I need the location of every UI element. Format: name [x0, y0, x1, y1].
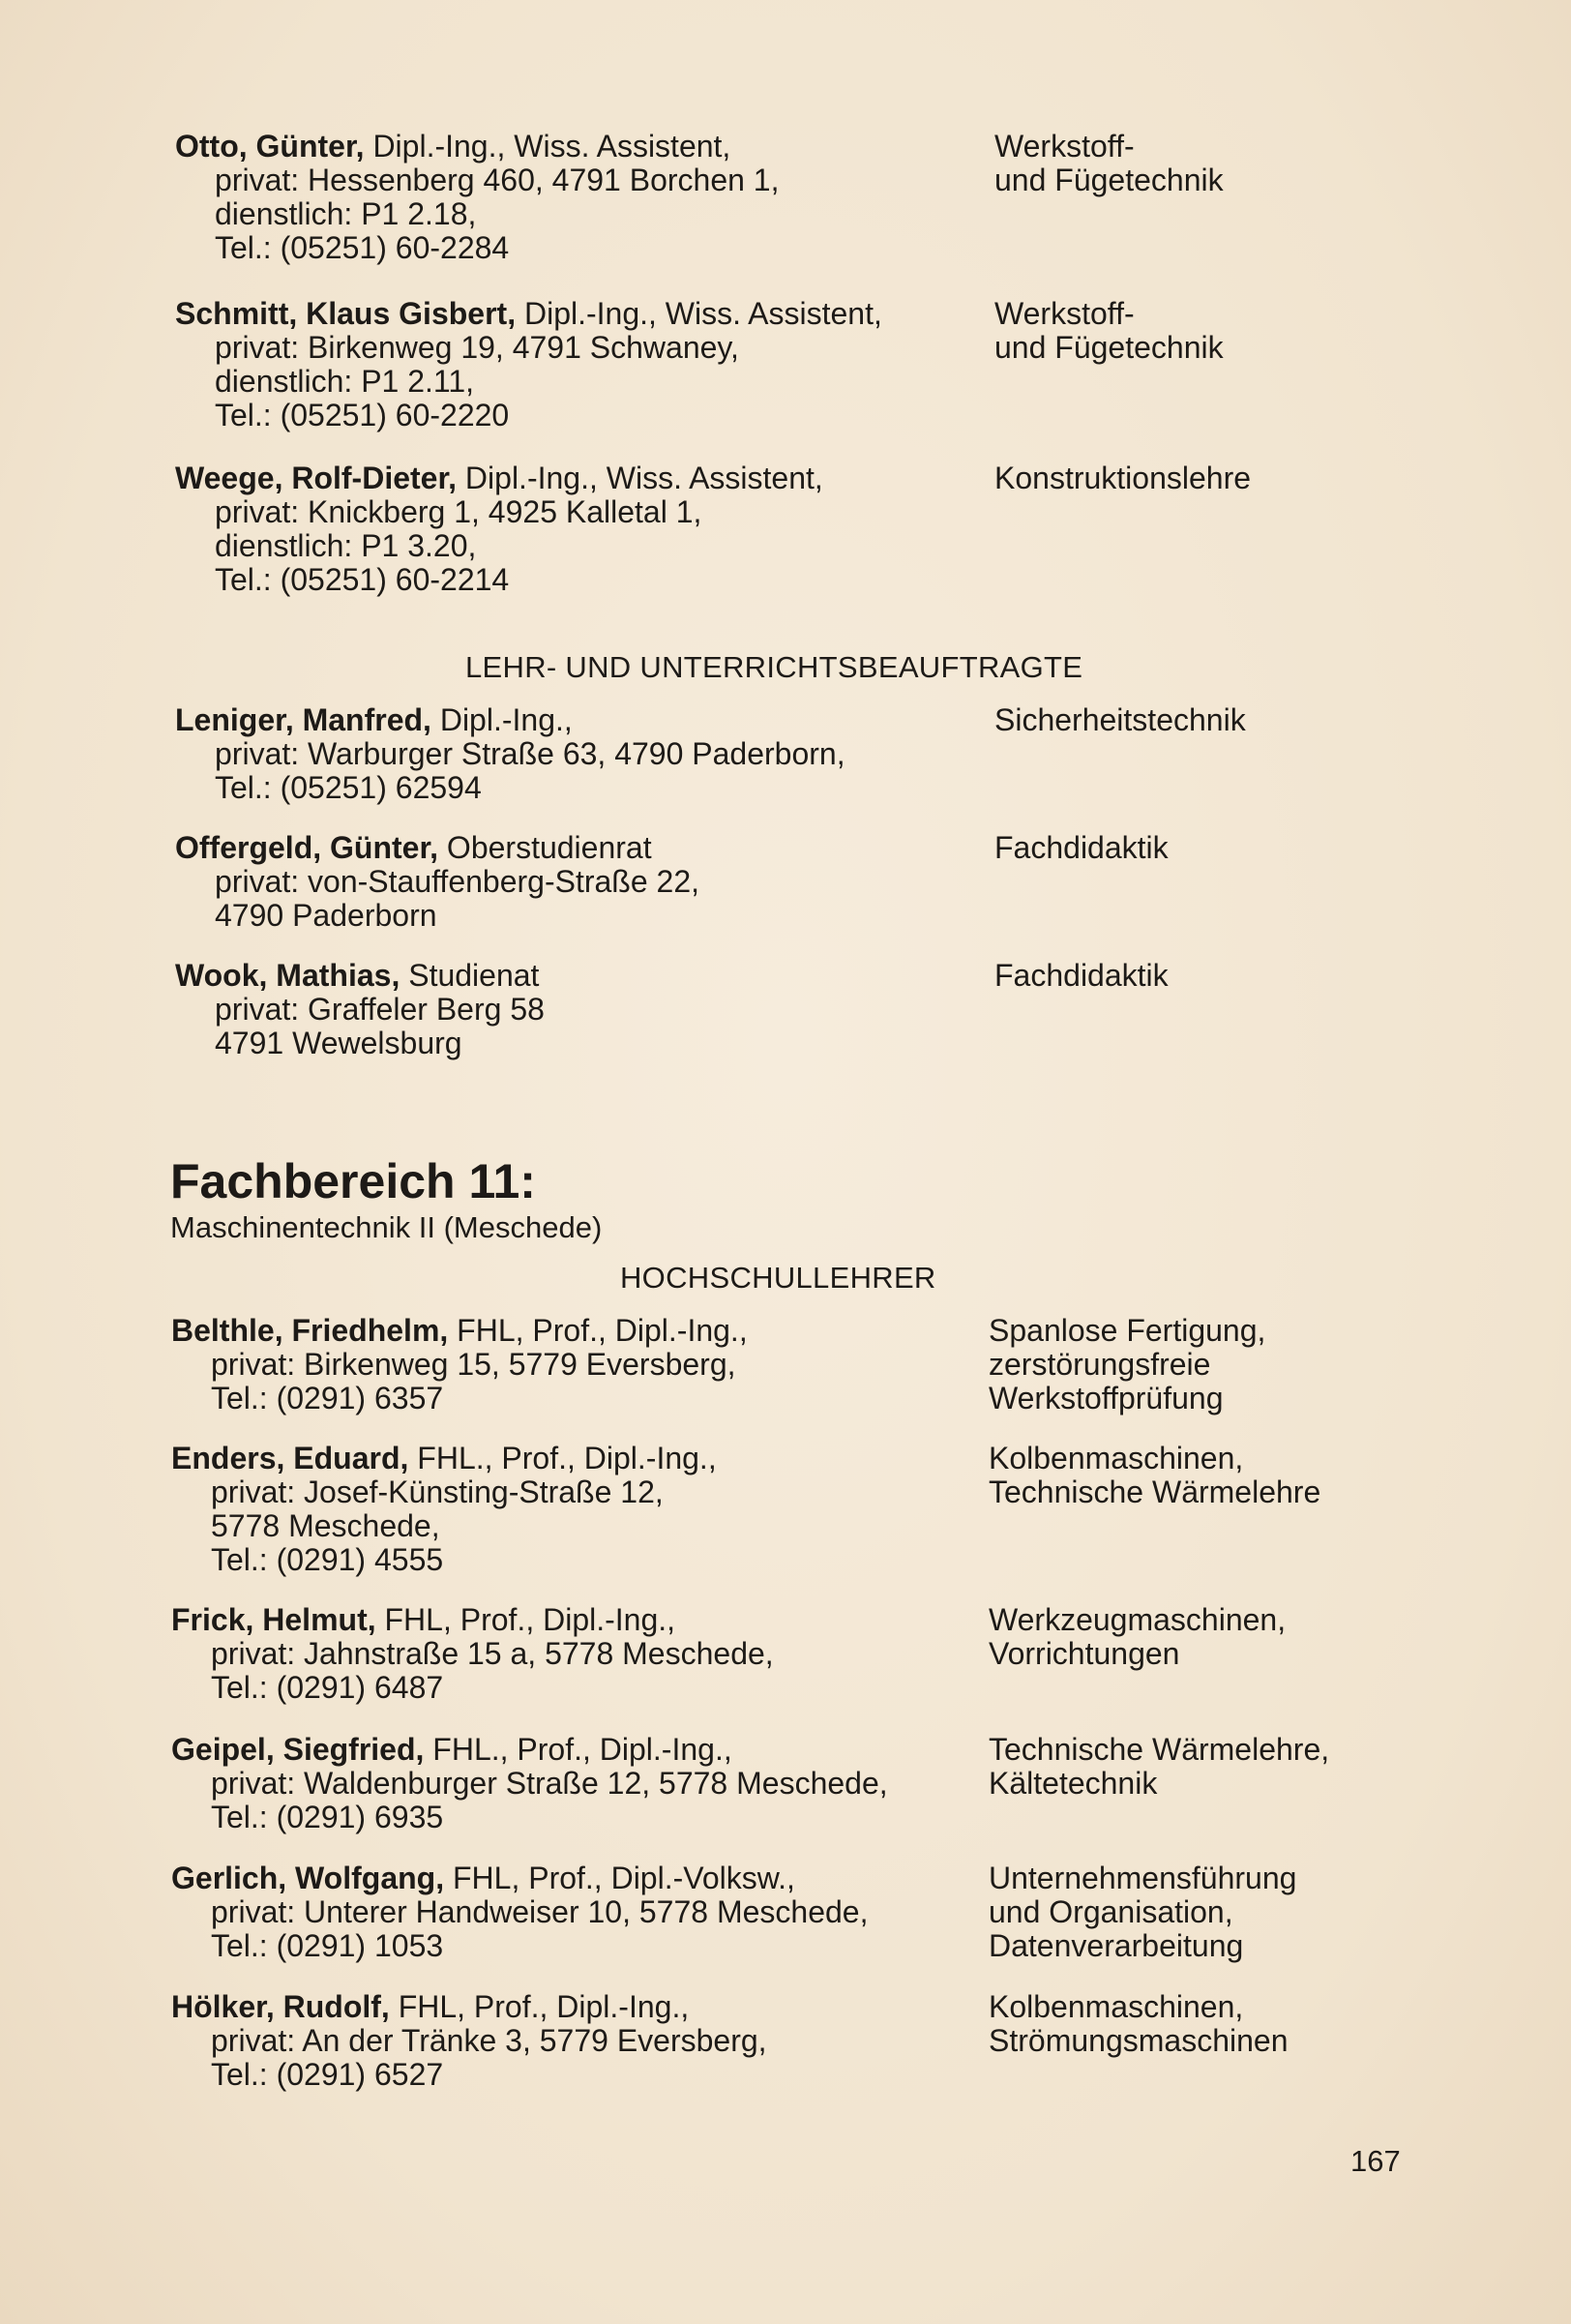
subject-line: Werkstoffprüfung	[989, 1381, 1224, 1415]
phone-line: Tel.: (0291) 6935	[211, 1800, 444, 1834]
entry-details	[171, 1990, 767, 2092]
address-line: privat: Warburger Straße 63, 4790 Paderborn,	[215, 736, 845, 771]
subject-line: Werkstoff-	[994, 296, 1135, 331]
entry-details	[175, 959, 545, 1060]
subject-field	[989, 1733, 1329, 1801]
phone-line: Tel.: (05251) 60-2220	[215, 398, 510, 432]
address-line: 4791 Wewelsburg	[215, 1026, 462, 1060]
address-line: privat: Hessenberg 460, 4791 Borchen 1,	[215, 163, 780, 197]
entry-details	[175, 703, 845, 805]
subject-line: Fachdidaktik	[994, 830, 1169, 865]
staff-name: Otto, Günter,	[175, 129, 365, 164]
staff-name: Offergeld, Günter,	[175, 830, 439, 865]
staff-name: Geipel, Siegfried,	[171, 1732, 425, 1767]
subject-line: Unternehmensführung	[989, 1861, 1297, 1895]
hoch-heading: HOCHSCHULLEHRER	[620, 1261, 936, 1295]
phone-line: Tel.: (05251) 60-2214	[215, 562, 510, 597]
address-line: privat: Birkenweg 19, 4791 Schwaney,	[215, 330, 739, 365]
address-line: privat: Knickberg 1, 4925 Kalletal 1,	[215, 494, 702, 529]
staff-name: Schmitt, Klaus Gisbert,	[175, 296, 517, 331]
subject-line: zerstörungsfreie	[989, 1347, 1211, 1382]
subject-line: Vorrichtungen	[989, 1636, 1180, 1671]
subject-field	[989, 1603, 1286, 1671]
staff-name: Enders, Eduard,	[171, 1441, 409, 1475]
subject-field	[989, 1990, 1288, 2058]
address-line: privat: Birkenweg 15, 5779 Eversberg,	[211, 1347, 736, 1382]
phone-line: Tel.: (0291) 4555	[211, 1542, 444, 1577]
subject-field	[989, 1862, 1296, 1963]
subject-line: und Fügetechnik	[994, 330, 1224, 365]
subject-line: Werkstoff-	[994, 129, 1135, 164]
staff-name: Wook, Mathias,	[175, 958, 400, 993]
subject-line: Werkzeugmaschinen,	[989, 1602, 1287, 1637]
subject-line: Spanlose Fertigung,	[989, 1313, 1266, 1348]
staff-name: Belthle, Friedhelm,	[171, 1313, 449, 1348]
phone-line: Tel.: (0291) 6487	[211, 1670, 444, 1705]
address-line: privat: Jahnstraße 15 a, 5778 Meschede,	[211, 1636, 774, 1671]
subject-field	[994, 130, 1224, 197]
staff-title: Dipl.-Ing.,	[430, 702, 573, 737]
entry-details	[175, 831, 699, 933]
subject-line: und Fügetechnik	[994, 163, 1224, 197]
subject-field	[994, 297, 1224, 365]
subject-line: Strömungsmaschinen	[989, 2023, 1289, 2058]
staff-name: Weege, Rolf-Dieter,	[175, 461, 458, 495]
staff-title: FHL, Prof., Dipl.-Ing.,	[448, 1313, 748, 1348]
subject-line: und Organisation,	[989, 1894, 1233, 1929]
address-line: privat: Josef-Künsting-Straße 12,	[211, 1475, 664, 1509]
staff-title: FHL, Prof., Dipl.-Ing.,	[375, 1602, 676, 1637]
staff-name: Hölker, Rudolf,	[171, 1989, 390, 2024]
staff-title: Studienat	[400, 958, 540, 993]
subject-field	[994, 462, 1251, 495]
section-title: Fachbereich 11:	[170, 1154, 536, 1208]
staff-name: Gerlich, Wolfgang,	[171, 1861, 445, 1895]
staff-title: Dipl.-Ing., Wiss. Assistent,	[364, 129, 731, 164]
phone-line: Tel.: (05251) 62594	[215, 770, 482, 805]
entry-details	[175, 297, 882, 432]
address-line: privat: Unterer Handweiser 10, 5778 Meschede,	[211, 1894, 869, 1929]
staff-title: Dipl.-Ing., Wiss. Assistent,	[457, 461, 823, 495]
subject-line: Kolbenmaschinen,	[989, 1989, 1244, 2024]
subject-line: Kolbenmaschinen,	[989, 1441, 1244, 1475]
entry-details	[175, 462, 823, 597]
staff-title: Oberstudienrat	[438, 830, 652, 865]
subject-line: Datenverarbeitung	[989, 1928, 1244, 1963]
address-line: 4790 Paderborn	[215, 898, 437, 933]
address-line: 5778 Meschede,	[211, 1508, 440, 1543]
entry-details	[171, 1733, 888, 1834]
subject-line: Technische Wärmelehre	[989, 1475, 1321, 1509]
subject-line: Fachdidaktik	[994, 958, 1169, 993]
entry-details	[171, 1442, 717, 1577]
entry-details	[175, 130, 779, 265]
office-line: dienstlich: P1 2.18,	[215, 196, 477, 231]
staff-title: Dipl.-Ing., Wiss. Assistent,	[516, 296, 882, 331]
address-line: privat: Waldenburger Straße 12, 5778 Meschede,	[211, 1766, 888, 1801]
phone-line: Tel.: (0291) 6357	[211, 1381, 444, 1415]
subject-field	[989, 1442, 1320, 1509]
subject-line: Konstruktionslehre	[994, 461, 1252, 495]
entry-details	[171, 1603, 774, 1705]
staff-name: Frick, Helmut,	[171, 1602, 376, 1637]
subject-field	[994, 959, 1169, 993]
staff-title: FHL., Prof., Dipl.-Ing.,	[408, 1441, 717, 1475]
entry-details	[171, 1862, 868, 1963]
subject-line: Technische Wärmelehre,	[989, 1732, 1330, 1767]
staff-title: FHL, Prof., Dipl.-Volksw.,	[444, 1861, 795, 1895]
phone-line: Tel.: (0291) 1053	[211, 1928, 444, 1963]
subject-field	[994, 703, 1246, 737]
entry-details	[171, 1314, 748, 1415]
page-number: 167	[1350, 2144, 1401, 2178]
staff-title: FHL, Prof., Dipl.-Ing.,	[389, 1989, 690, 2024]
subject-line: Kältetechnik	[989, 1766, 1158, 1801]
address-line: privat: An der Tränke 3, 5779 Eversberg,	[211, 2023, 767, 2058]
subject-field	[989, 1314, 1265, 1415]
section-subtitle: Maschinentechnik II (Meschede)	[170, 1210, 603, 1244]
lehr-heading: LEHR- UND UNTERRICHTSBEAUFTRAGTE	[465, 650, 1083, 684]
subject-field	[994, 831, 1169, 865]
subject-line: Sicherheitstechnik	[994, 702, 1246, 737]
phone-line: Tel.: (05251) 60-2284	[215, 230, 510, 265]
staff-name: Leniger, Manfred,	[175, 702, 431, 737]
office-line: dienstlich: P1 3.20,	[215, 528, 477, 563]
office-line: dienstlich: P1 2.11,	[215, 364, 475, 399]
staff-title: FHL., Prof., Dipl.-Ing.,	[424, 1732, 732, 1767]
phone-line: Tel.: (0291) 6527	[211, 2057, 444, 2092]
address-line: privat: von-Stauffenberg-Straße 22,	[215, 864, 700, 899]
address-line: privat: Graffeler Berg 58	[215, 992, 545, 1027]
